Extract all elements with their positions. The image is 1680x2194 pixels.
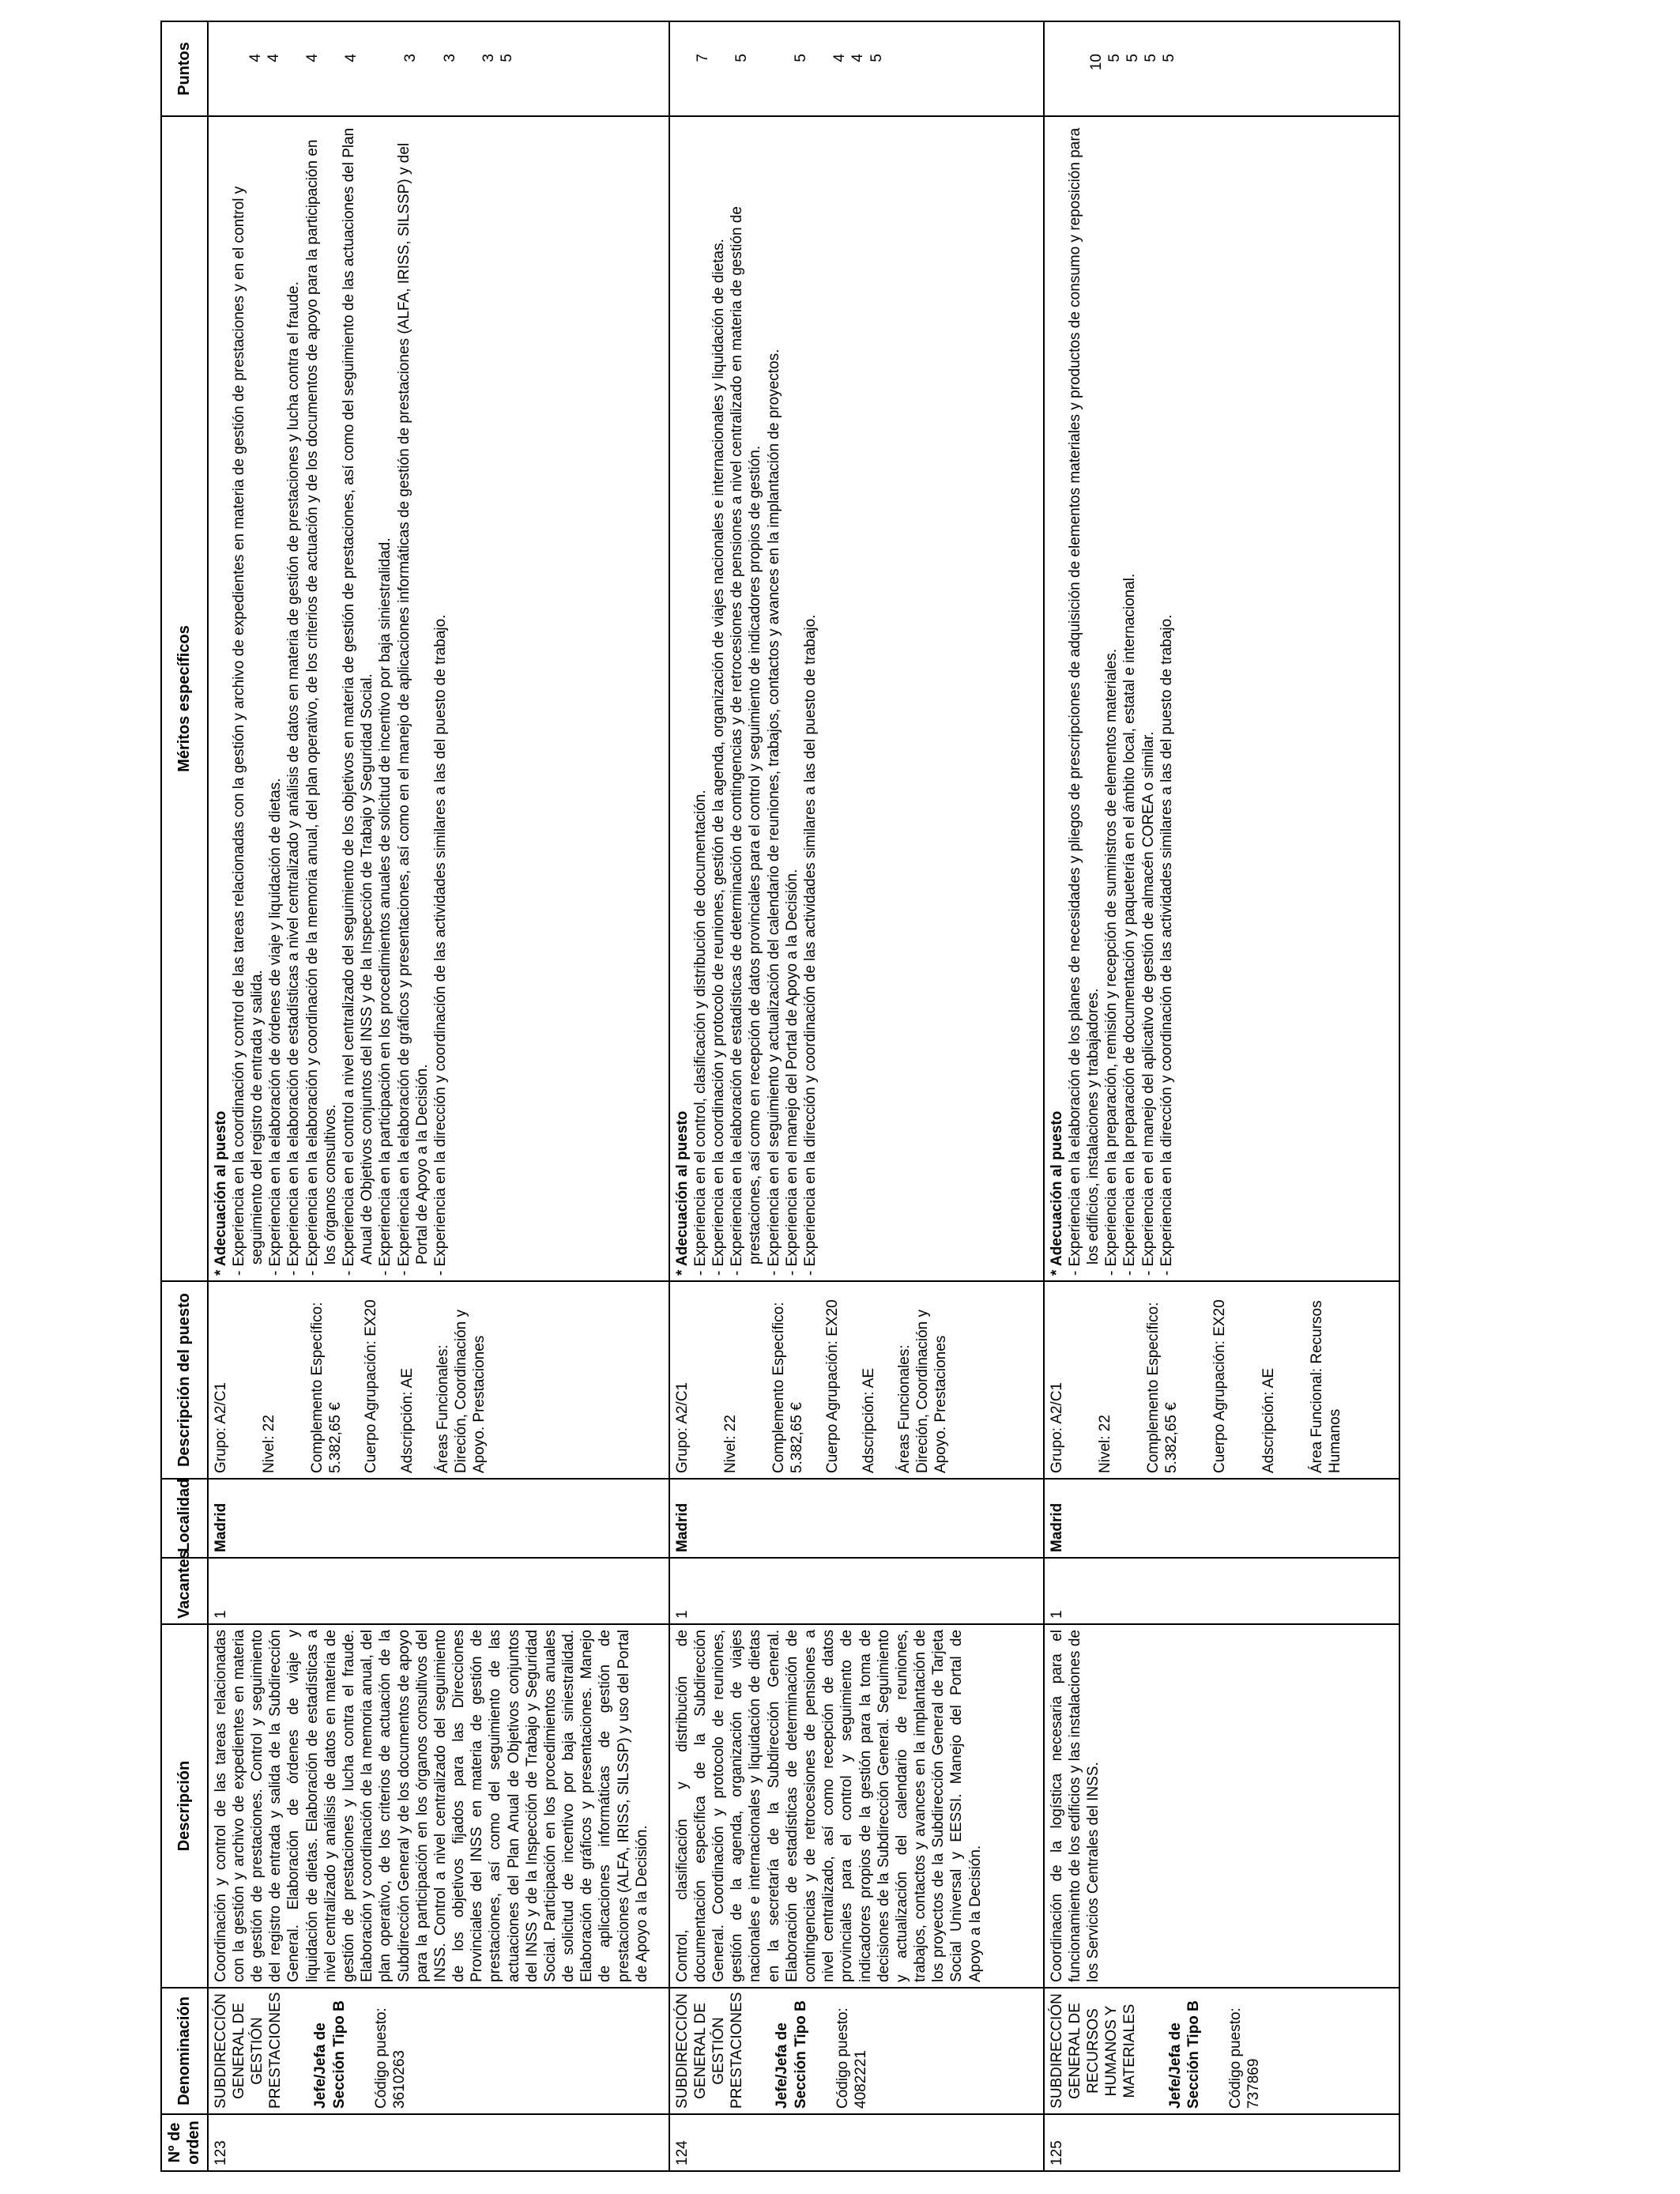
merito-item: - Experiencia en la coordinación y control de las tareas relacionadas con la gestión y archivo de expedientes en materia de gestión de prestaciones y en el control y seguimiento del registro de entrada y salida.	[230, 186, 266, 1276]
puntos-value: 5	[733, 54, 750, 62]
merito-item: - Experiencia en el manejo del aplicativo de gestión de almacén COREA o similar.	[1139, 731, 1157, 1276]
merito-item: - Experiencia en el manejo del Portal de Apoyo a la Decisión.	[783, 869, 800, 1276]
puntos-value: 5	[793, 54, 810, 62]
areas-funcionales: Áreas Funcionales: Direción, Coordinación y Apoyo. Prestaciones	[434, 1310, 488, 1473]
complemento-especifico: Complemento Específico: 5.382,65 €	[770, 1302, 806, 1473]
merito-item: - Experiencia en la elaboración y coordinación de la memoria anual, del plan operativo, de los criterios de actuación y de los documentos de apoyo para la participación en los órganos consultivos.	[303, 139, 339, 1276]
meritos-heading: * Adecuación al puesto	[673, 1110, 691, 1276]
nivel: Nivel: 22	[721, 1415, 739, 1473]
merito-item: - Experiencia en la elaboración de estadísticas a nivel centralizado y análisis de datos en materia de gestión de prestaciones y lucha contra el fraude.	[285, 281, 303, 1276]
complemento-especifico: Complemento Específico: 5.382,65 €	[309, 1302, 345, 1473]
puntos-value: 5	[498, 54, 515, 62]
rotated-page	[160, 22, 1520, 2172]
merito-item: - Experiencia en la elaboración de órdenes de viaje y liquidación de dietas.	[267, 778, 284, 1276]
subdireccion-name: SUBDIRECCIÓN GENERAL DE RECURSOS HUMANOS Y MATERIALES	[1048, 1993, 1139, 2109]
merito-item: - Experiencia en la elaboración de los planes de necesidades y pliegos de prescripciones de adquisición de elementos materiales y productos de consumo y reposición para los edificios, instalaciones y trabajadores.	[1066, 127, 1102, 1276]
table-row	[669, 21, 1044, 2171]
localidad-cell: Madrid	[669, 1479, 1044, 1558]
codigo-puesto: Código puesto: 4082221	[834, 2007, 869, 2109]
cuerpo-agrupacion: Cuerpo Agrupación: EX20	[363, 1299, 380, 1473]
puntos-value: 4	[265, 54, 282, 62]
puntos-value: 5	[868, 54, 885, 62]
header-row	[161, 21, 208, 2171]
meritos-cell	[1044, 116, 1399, 1281]
codigo-puesto: Código puesto: 737869	[1226, 2007, 1263, 2109]
meritos-heading: * Adecuación al puesto	[212, 1110, 229, 1276]
header-meritos: Méritos específicos	[161, 116, 208, 1281]
puesto-title: Jefe/Jefa de Sección Tipo B	[1166, 2000, 1202, 2109]
complemento-especifico: Complemento Específico: 5.382,65 €	[1145, 1302, 1181, 1473]
descripcion-puesto-cell	[208, 1281, 669, 1479]
subdireccion-name: SUBDIRECCIÓN GENERAL DE GESTIÓN PRESTACIONES	[673, 1992, 746, 2109]
descripcion-puesto-cell	[1044, 1281, 1399, 1479]
header-puntos: Puntos	[161, 21, 208, 116]
puntos-value: 4	[831, 54, 849, 62]
merito-item: - Experiencia en la dirección y coordinación de las actividades similares a las del puesto de trabajo.	[801, 614, 819, 1276]
merito-item: - Experiencia en la dirección y coordinación de las actividades similares a las del puesto de trabajo.	[431, 614, 449, 1276]
denominacion-cell	[208, 1988, 669, 2114]
merito-item: - Experiencia en la preparación de documentación y paquetería en el ámbito local, estatal e internacional.	[1121, 573, 1139, 1276]
merito-item: - Experiencia en la elaboración de gráficos y presentaciones, así como en el manejo de aplicaciones informáticas de gestión de prestaciones (ALFA, IRISS, SILSSP) y del Portal de Apoyo a la Decisión.	[395, 142, 431, 1276]
denominacion-cell	[1044, 1988, 1399, 2114]
vacantes-cell: 1	[208, 1558, 669, 1624]
header-orden: Nº de orden	[161, 2114, 208, 2171]
merito-item: - Experiencia en el control a nivel centralizado del seguimiento de los objetivos en materia de gestión de prestaciones, así como del seguimiento de las actuaciones del Plan Anual de Objetivos conjuntos del INSS y de la Inspección de Trabajo y Seguridad Social.	[340, 127, 376, 1276]
subdireccion-name: SUBDIRECCIÓN GENERAL DE GESTIÓN PRESTACIONES	[212, 1992, 284, 2109]
merito-item: - Experiencia en el control, clasificación y distribución de documentación.	[691, 790, 709, 1276]
merito-item: - Experiencia en la preparación, remisión y recepción de suministros de elementos materiales.	[1103, 648, 1121, 1276]
puntos-value: 5	[1161, 54, 1178, 62]
table-row	[208, 21, 669, 2171]
vacantes-cell: 1	[1044, 1558, 1399, 1624]
descripcion-puesto-cell	[669, 1281, 1044, 1479]
nivel: Nivel: 22	[1096, 1415, 1113, 1473]
merito-item: - Experiencia en la dirección y coordinación de las actividades similares a las del puesto de trabajo.	[1158, 614, 1175, 1276]
puntos-value: 10	[1087, 54, 1105, 71]
puntos-value: 5	[1106, 54, 1123, 62]
header-denominacion: Denominación	[161, 1988, 208, 2114]
plazas-table	[160, 21, 1400, 2172]
grupo: Grupo: A2/C1	[673, 1382, 691, 1473]
puntos-value: 5	[1124, 54, 1142, 62]
puntos-value: 3	[402, 54, 420, 62]
vacantes-cell: 1	[669, 1558, 1044, 1624]
puntos-value: 3	[441, 54, 458, 62]
areas-funcionales: Áreas Funcionales: Direción, Coordinación y Apoyo. Prestaciones	[895, 1310, 950, 1473]
puntos-value: 4	[343, 54, 360, 62]
puntos-cell	[1044, 21, 1399, 116]
codigo-puesto: Código puesto: 3610263	[372, 2007, 408, 2109]
header-vacantes: Vacantes	[161, 1558, 208, 1624]
adscripcion: Adscripción: AE	[860, 1367, 877, 1473]
cuerpo-agrupacion: Cuerpo Agrupación: EX20	[824, 1299, 842, 1473]
descripcion-cell: Control, clasificación y distribución de documentación específica de la Subdirección General. Coordinación y protocolo de reuniones, gestión de la agenda, organización de viajes nacionales e internacionales y liquidación de dietas en la secretaría de la Subdirección General. Elaboración de estadísticas de determinación de contingencias y de retrocesiones de pensiones a nivel centralizado, así como recepción de datos provinciales para el control y seguimiento de indicadores propios de la gestión para la toma de decisiones de la Subdirección General. Seguimiento y actualización del calendario de reuniones, trabajos, contactos y avances en la implantación de los proyectos de la Subdirección General de Tarjeta Social Universal y EESSI. Manejo del Portal de Apoyo a la Decisión.	[669, 1624, 1044, 1988]
orden-cell: 124	[669, 2114, 1044, 2171]
merito-item: - Experiencia en la participación en los procedimientos anuales de solicitud de incentivo por baja siniestralidad.	[377, 537, 394, 1276]
puntos-cell	[208, 21, 669, 116]
descripcion-cell: Coordinación de la logística necesaria para el funcionamiento de los edificios y las instalaciones de los Servicios Centrales del INSS.	[1044, 1624, 1399, 1988]
cuerpo-agrupacion: Cuerpo Agrupación: EX20	[1211, 1299, 1229, 1473]
meritos-heading: * Adecuación al puesto	[1048, 1110, 1065, 1276]
meritos-cell	[208, 116, 669, 1281]
puntos-value: 7	[694, 54, 711, 62]
header-descripcion: Descripción	[161, 1624, 208, 1988]
merito-item: - Experiencia en la elaboración de estadísticas de determinación de contingencias y de retrocesiones de pensiones a nivel centralizado en materia de gestión de prestaciones, así como en recepción de datos provinciales para el control y seguimiento de indicadores propios de gestión.	[729, 206, 764, 1276]
header-localidad: Localidad	[161, 1479, 208, 1558]
puntos-value: 4	[304, 54, 322, 62]
puntos-value: 4	[247, 54, 264, 62]
area-funcional: Área Funcional: Recursos Humanos	[1308, 1300, 1343, 1473]
grupo: Grupo: A2/C1	[1048, 1382, 1065, 1473]
header-descripcion-puesto: Descripción del puesto	[161, 1281, 208, 1479]
orden-cell: 123	[208, 2114, 669, 2171]
localidad-cell: Madrid	[1044, 1479, 1399, 1558]
puntos-cell	[669, 21, 1044, 116]
localidad-cell: Madrid	[208, 1479, 669, 1558]
denominacion-cell	[669, 1988, 1044, 2114]
table-row	[1044, 21, 1399, 2171]
grupo: Grupo: A2/C1	[212, 1382, 229, 1473]
adscripcion: Adscripción: AE	[398, 1367, 416, 1473]
orden-cell: 125	[1044, 2114, 1399, 2171]
puntos-value: 5	[1143, 54, 1160, 62]
adscripcion: Adscripción: AE	[1260, 1367, 1277, 1473]
puntos-value: 4	[849, 54, 867, 62]
puesto-title: Jefe/Jefa de Sección Tipo B	[312, 2000, 348, 2109]
meritos-cell	[669, 116, 1044, 1281]
merito-item: - Experiencia en el seguimiento y actualización del calendario de reuniones, trabajos, contactos y avances en la implantación de proyectos.	[765, 349, 782, 1276]
nivel: Nivel: 22	[260, 1415, 277, 1473]
puntos-value: 3	[480, 54, 497, 62]
merito-item: - Experiencia en la coordinación y protocolo de reuniones, gestión de la agenda, organización de viajes nacionales e internacionales y liquidación de dietas.	[710, 239, 728, 1276]
puesto-title: Jefe/Jefa de Sección Tipo B	[774, 2000, 809, 2109]
descripcion-cell: Coordinación y control de las tareas relacionadas con la gestión y archivo de expedientes en materia de gestión de prestaciones. Control y seguimiento del registro de entrada y salida de la Subdirección General. Elaboración de órdenes de viaje y liquidación de dietas. Elaboración de estadísticas a nivel centralizado y análisis de datos en materia de gestión de prestaciones y lucha contra el fraude. Elaboración y coordinación de la memoria anual, del plan operativo, de los criterios de actuación de la Subdirección General y de los documentos de apoyo para la participación en los órganos consultivos del INSS. Control a nivel centralizado del seguimiento de los objetivos fijados para las Direcciones Provinciales del INSS en materia de gestión de prestaciones, así como del seguimiento de las actuaciones del Plan Anual de Objetivos conjuntos del INSS y de la Inspección de Trabajo y Seguridad Social. Participación en los procedimientos anuales de solicitud de incentivo por baja siniestralidad. Elaboración de gráficos y presentaciones. Manejo de aplicaciones informáticas de gestión de prestaciones (ALFA, IRISS, SILSSP) y uso del Portal de Apoyo a la Decisión.	[208, 1624, 669, 1988]
